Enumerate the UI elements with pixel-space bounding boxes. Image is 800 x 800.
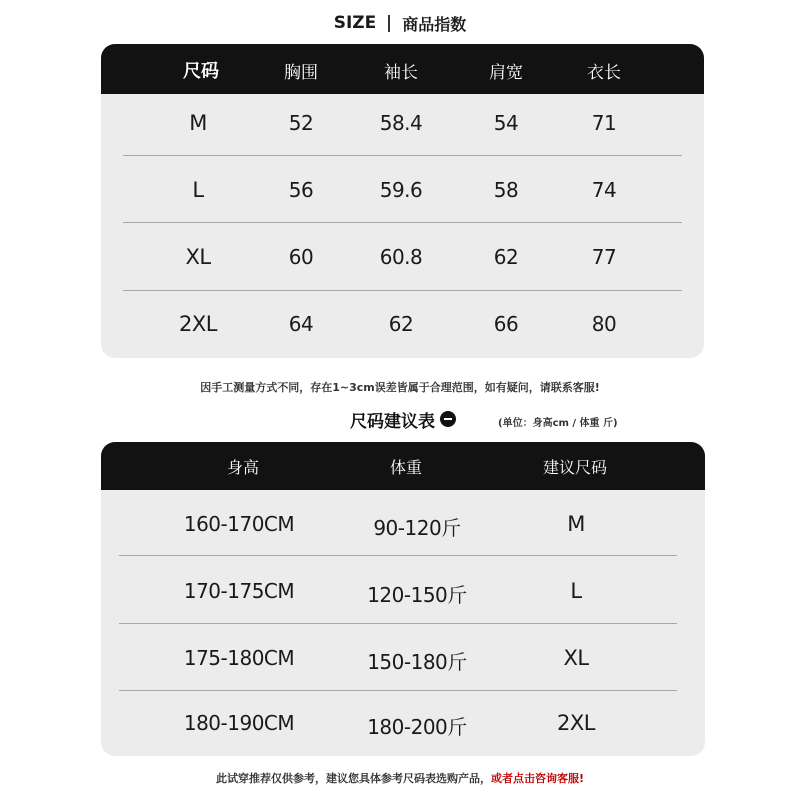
title-en: SIZE <box>333 13 377 33</box>
recommend-heading-text: 尺码建议表 <box>350 411 435 432</box>
table-cell: 66 <box>493 312 519 336</box>
table-cell: 58 <box>493 178 519 202</box>
table-cell: 77 <box>591 245 617 269</box>
table-cell: 160-170CM <box>183 512 295 536</box>
row-divider <box>119 555 677 556</box>
page-title <box>0 8 800 38</box>
title-cn: 商品指数 <box>402 14 467 34</box>
row-divider <box>123 222 682 223</box>
table-cell: 71 <box>591 111 617 135</box>
recommend-heading <box>350 404 456 434</box>
row-divider <box>123 155 682 156</box>
table-cell: L <box>192 178 204 202</box>
table-cell: 60 <box>288 245 314 269</box>
recommend-table-header <box>101 442 705 490</box>
table-cell: 74 <box>591 178 617 202</box>
table-cell: 52 <box>288 111 314 135</box>
table-cell: 180-200斤 <box>367 715 467 739</box>
header-sleeve: 袖长 <box>384 63 418 83</box>
table-cell: M <box>189 111 207 135</box>
header-weight: 体重 <box>389 458 423 477</box>
table-cell: XL <box>563 646 589 670</box>
header-size: 尺码 <box>183 61 219 82</box>
row-divider <box>123 290 682 291</box>
table-cell: 60.8 <box>379 245 423 269</box>
recommend-table <box>101 442 705 756</box>
unit-note: (单位：身高cm / 体重 斤) <box>498 418 618 429</box>
table-cell: 64 <box>288 312 314 336</box>
size-table <box>101 44 704 358</box>
table-cell: 56 <box>288 178 314 202</box>
table-cell: M <box>567 512 585 536</box>
title-separator <box>388 15 390 32</box>
row-divider <box>119 690 677 691</box>
header-chest: 胸围 <box>284 63 318 83</box>
table-cell: 2XL <box>179 312 217 336</box>
table-cell: 180-190CM <box>183 711 295 735</box>
size-table-header <box>101 44 704 94</box>
table-cell: 150-180斤 <box>367 650 467 674</box>
table-cell: 2XL <box>557 711 595 735</box>
table-cell: 62 <box>388 312 414 336</box>
table-cell: 58.4 <box>379 111 423 135</box>
header-height: 身高 <box>226 458 260 477</box>
table-cell: 59.6 <box>379 178 423 202</box>
smile-face-icon <box>440 411 456 427</box>
table-cell: 90-120斤 <box>373 516 461 540</box>
table-cell: 62 <box>493 245 519 269</box>
table-cell: 80 <box>591 312 617 336</box>
footer-contact-link[interactable]: 或者点击咨询客服! <box>490 772 585 785</box>
table-cell: 54 <box>493 111 519 135</box>
row-divider <box>119 623 677 624</box>
header-recommended-size: 建议尺码 <box>542 458 608 477</box>
measurement-note: 因手工测量方式不同，存在1~3cm误差皆属于合理范围，如有疑问，请联系客服! <box>200 381 600 394</box>
footer-main: 此试穿推荐仅供参考，建议您具体参考尺码表选购产品， <box>215 772 491 785</box>
header-length: 衣长 <box>587 63 621 83</box>
table-cell: 170-175CM <box>183 579 295 603</box>
table-cell: 120-150斤 <box>367 583 467 607</box>
table-cell: 175-180CM <box>183 646 295 670</box>
footer-note <box>0 770 800 786</box>
table-cell: L <box>570 579 582 603</box>
table-cell: XL <box>185 245 211 269</box>
header-shoulder: 肩宽 <box>489 63 523 83</box>
